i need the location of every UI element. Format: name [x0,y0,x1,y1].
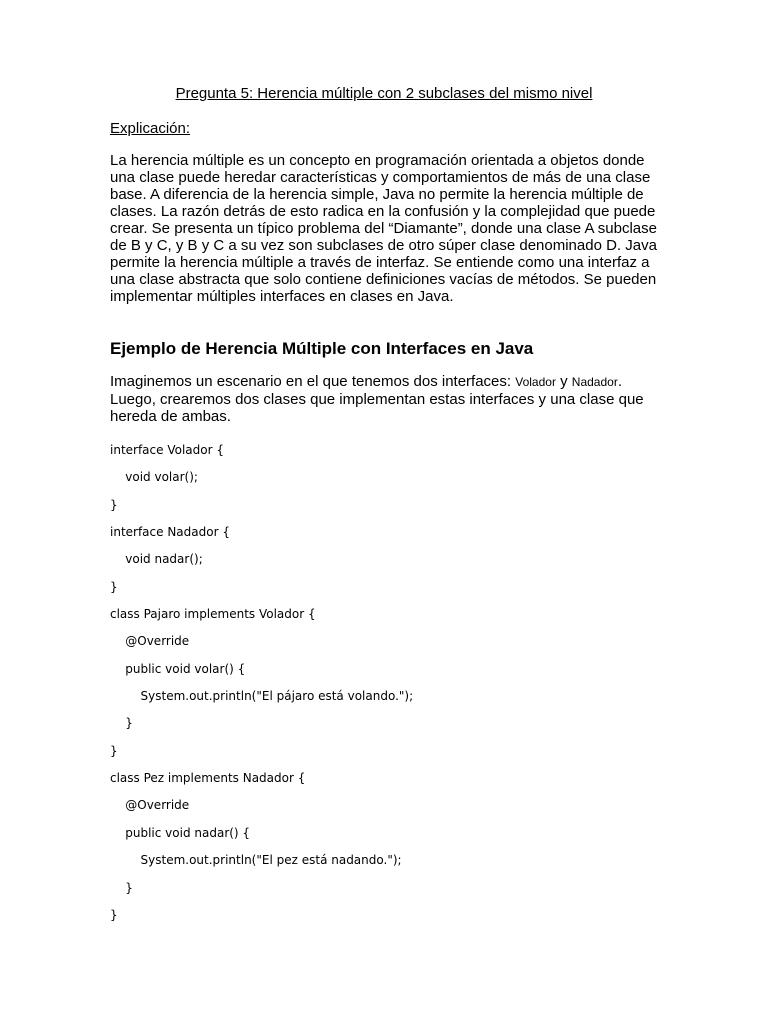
intro-text-part2: y [555,373,572,390]
code-line: } [110,716,133,731]
code-line: } [110,743,118,758]
code-line: public void volar() { [110,661,246,676]
code-line: } [110,880,133,895]
inline-code-volador: Volador [515,375,556,389]
intro-text-part3: . Luego, crearemos dos clases que implementan estas interfaces y una clase que hereda de ambas. [110,373,644,425]
code-line: } [110,497,118,512]
code-line: System.out.println("El pájaro está volando."); [110,689,414,704]
explanation-paragraph: La herencia múltiple es un concepto en programación orientada a objetos donde una clase puede heredar características y comportamientos de más de una clase base. A diferencia de la herencia simple, Java no permite la herencia múltiple de clases. La razón detrás de esto radica en la confusión y la complejidad que puede crear. Se presenta un típico problema del “Diamante”, donde una clase A subclase de B y C, y B y C a su vez son subclases de otro súper clase denominado D. Java permite la herencia múltiple a través de interfaz. Se entiende como una interfaz a una clase abstracta que solo contiene definiciones vacías de métodos. Se pueden implementar múltiples interfaces en clases en Java. [110,152,657,305]
code-line: void nadar(); [110,552,203,567]
code-block [110,441,710,933]
code-line: System.out.println("El pez está nadando."); [110,853,402,868]
code-line: class Pez implements Nadador { [110,771,306,786]
intro-paragraph [110,373,670,425]
inline-code-nadador: Nadador [571,375,618,389]
code-line: } [110,907,118,922]
code-line: void volar(); [110,470,198,485]
section-heading: Ejemplo de Herencia Múltiple con Interfaces en Java [110,339,534,358]
code-line: interface Nadador { [110,525,230,540]
explanation-heading: Explicación: [110,120,191,137]
code-line: class Pajaro implements Volador { [110,607,316,622]
intro-text-part1: Imaginemos un escenario en el que tenemos dos interfaces: [110,373,516,390]
code-line: public void nadar() { [110,825,251,840]
code-line: @Override [110,634,190,649]
code-line: @Override [110,798,190,813]
code-line: } [110,579,118,594]
question-title: Pregunta 5: Herencia múltiple con 2 subclases del mismo nivel [175,85,593,102]
code-line: interface Volador { [110,443,224,457]
